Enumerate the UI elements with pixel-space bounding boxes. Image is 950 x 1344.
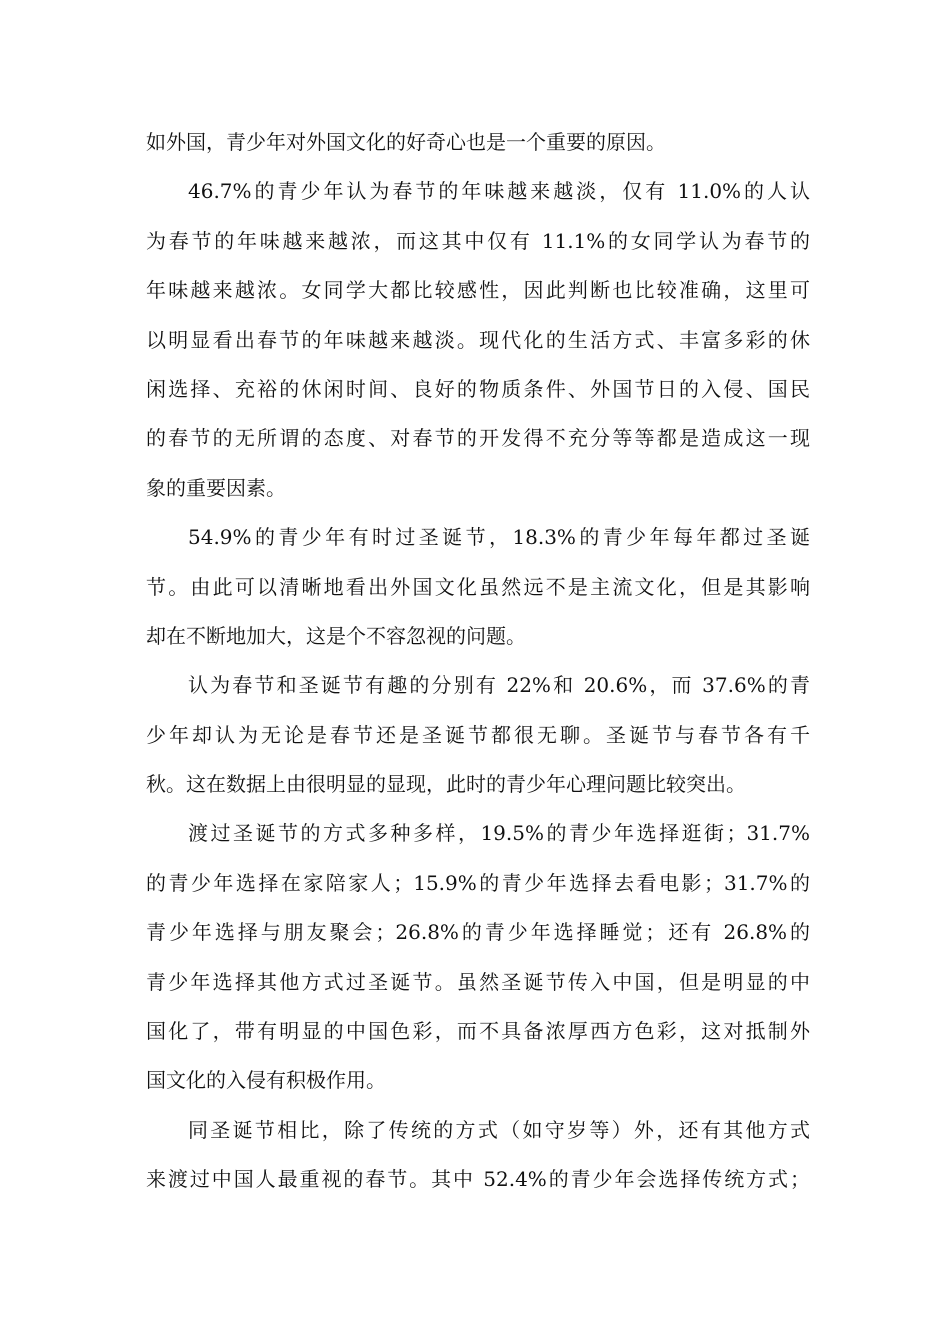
body-text: [146, 118, 810, 1205]
paragraph-line: 秋。这在数据上由很明显的显现，此时的青少年心理问题比较突出。: [146, 772, 746, 797]
paragraph-line: 少年却认为无论是春节还是圣诞节都很无聊。圣诞节与春节各有千: [146, 722, 810, 747]
paragraph-line: 青少年选择其他方式过圣诞节。虽然圣诞节传入中国，但是明显的中: [146, 969, 810, 994]
paragraph-line: 的春节的无所谓的态度、对春节的开发得不充分等等都是造成这一现: [146, 426, 810, 451]
paragraph-line: 青少年选择与朋友聚会；26.8%的青少年选择睡觉；还有 26.8%的: [146, 920, 810, 945]
paragraph-line: 却在不断地加大，这是个不容忽视的问题。: [146, 623, 526, 648]
paragraph-line: 节。由此可以清晰地看出外国文化虽然远不是主流文化，但是其影响: [146, 574, 810, 599]
paragraph-line: 闲选择、充裕的休闲时间、良好的物质条件、外国节日的入侵、国民: [146, 376, 810, 401]
paragraph-line: 来渡过中国人最重视的春节。其中 52.4%的青少年会选择传统方式；: [146, 1167, 810, 1192]
paragraph-line: 国化了，带有明显的中国色彩，而不具备浓厚西方色彩，这对抵制外: [146, 1019, 810, 1044]
paragraph-line: 如外国，青少年对外国文化的好奇心也是一个重要的原因。: [146, 130, 666, 154]
paragraph-line: 国文化的入侵有积极作用。: [146, 1068, 386, 1093]
paragraph-line: 象的重要因素。: [146, 475, 286, 500]
paragraph-line: 的青少年选择在家陪家人；15.9%的青少年选择去看电影；31.7%的: [146, 870, 810, 895]
paragraph-line: 为春节的年味越来越浓，而这其中仅有 11.1%的女同学认为春节的: [146, 228, 810, 253]
paragraph-line: 年味越来越浓。女同学大都比较感性，因此判断也比较准确，这里可: [146, 278, 810, 303]
paragraph-line: 认为春节和圣诞节有趣的分别有 22%和 20.6%，而 37.6%的青: [188, 673, 810, 698]
paragraph-line: 同圣诞节相比，除了传统的方式（如守岁等）外，还有其他方式: [188, 1117, 810, 1142]
paragraph-line: 渡过圣诞节的方式多种多样，19.5%的青少年选择逛街；31.7%: [188, 821, 810, 846]
paragraph-line: 46.7%的青少年认为春节的年味越来越淡，仅有 11.0%的人认: [188, 179, 810, 204]
paragraph-line: 以明显看出春节的年味越来越淡。现代化的生活方式、丰富多彩的休: [146, 327, 810, 352]
paragraph-line: 54.9%的青少年有时过圣诞节，18.3%的青少年每年都过圣诞: [188, 525, 810, 550]
